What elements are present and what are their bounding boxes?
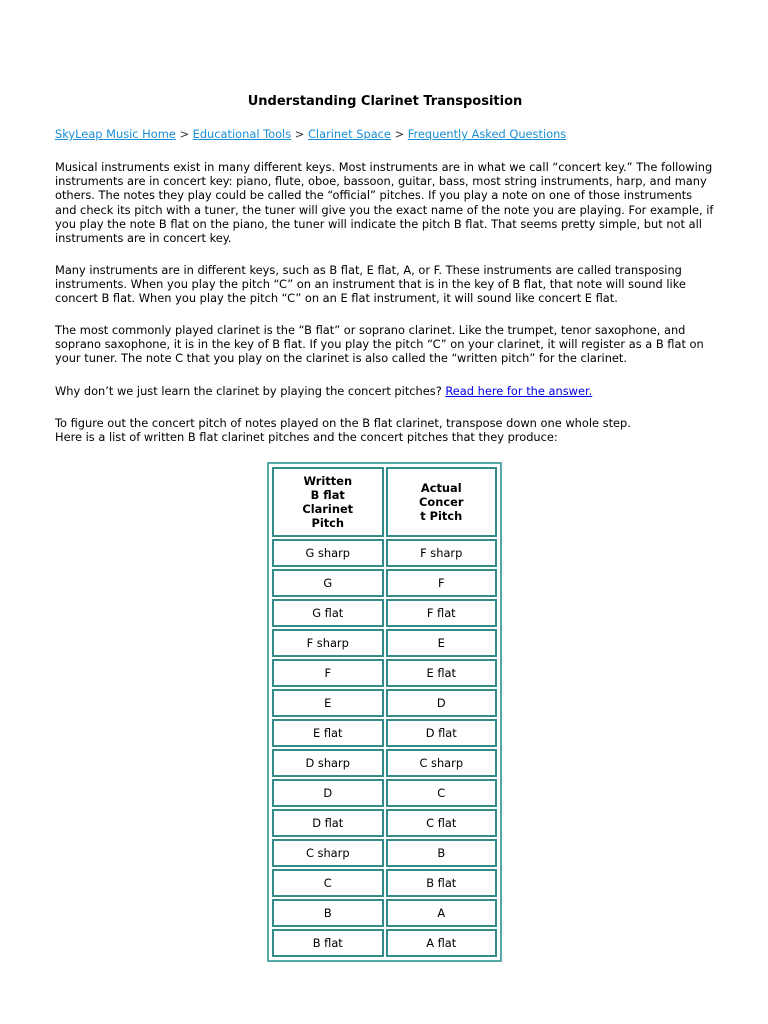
paragraph-transposing-instruments: Many instruments are in different keys, such as B flat, E flat, A, or F. These instruments are called transposing instruments. When you play the pitch “C” on an instrument that is in the key of B flat, that note will sound like concert B flat. When you play the pitch “C” on an E flat instrument, it will sound like concert E flat. [55,263,686,306]
written-pitch-cell: G flat [272,599,384,627]
breadcrumb-separator: > [179,127,189,141]
breadcrumb-separator: > [394,127,405,141]
written-pitch-cell: B flat [272,929,384,957]
concert-pitch-cell: C [386,779,498,807]
concert-pitch-cell: E [386,629,498,657]
answer-link[interactable]: Read here for the answer. [445,384,593,398]
written-pitch-cell: D sharp [272,749,384,777]
page-title: Understanding Clarinet Transposition [247,94,523,109]
table-row [272,689,497,717]
header-concert-pitch: Actual Concer t Pitch [386,467,498,537]
breadcrumb-link-educational-tools[interactable]: Educational Tools [192,127,292,141]
table-row [272,809,497,837]
written-pitch-cell: C [272,869,384,897]
concert-pitch-cell: A flat [386,929,498,957]
written-pitch-cell: F sharp [272,629,384,657]
paragraph-b-flat-clarinet: The most commonly played clarinet is the “B flat” or soprano clarinet. Like the trumpet, tenor saxophone, and soprano saxophone, it is in the key of B flat. If you play the pitch “C” on your clarinet, it will register as a B flat on your tuner. The note C that you play on the clarinet is also called the “written pitch” for the clarinet. [55,323,704,366]
breadcrumb-link-home[interactable]: SkyLeap Music Home [55,127,176,141]
table-header-row [272,467,497,537]
breadcrumb-link-clarinet-space[interactable]: Clarinet Space [307,127,391,141]
concert-pitch-cell: F flat [386,599,498,627]
table-row [272,779,497,807]
instruction-line-2: Here is a list of written B flat clarinet pitches and the concert pitches that they produce: [55,430,558,445]
instruction-line-1: To figure out the concert pitch of notes played on the B flat clarinet, transpose down one whole step. [55,416,631,430]
table-row [272,869,497,897]
pitch-table [270,465,499,959]
concert-pitch-cell: B [386,839,498,867]
table-row [272,899,497,927]
written-pitch-cell: F [272,659,384,687]
paragraph-concert-key: Musical instruments exist in many different keys. Most instruments are in what we call “concert key.” The following instruments are in concert key: piano, flute, oboe, bassoon, guitar, bass, most string instruments, harp, and many others. The notes they play could be called the “official” pitches. If you play a note on one of those instruments and check its pitch with a tuner, the tuner will give you the exact name of the note you are playing. For example, if you play the note B flat on the piano, the tuner will indicate the pitch B flat. That seems pretty simple, but not all instruments are in concert key. [55,160,714,246]
concert-pitch-cell: D [386,689,498,717]
table-row [272,839,497,867]
concert-pitch-cell: C sharp [386,749,498,777]
breadcrumb-separator: > [294,127,305,141]
paragraph-why-question [55,384,715,398]
written-pitch-cell: C sharp [272,839,384,867]
table-row [272,539,497,567]
concert-pitch-cell: F sharp [386,539,498,567]
written-pitch-cell: D flat [272,809,384,837]
concert-pitch-cell: D flat [386,719,498,747]
breadcrumb-link-faq[interactable]: Frequently Asked Questions [407,127,567,141]
question-text: Why don’t we just learn the clarinet by playing the concert pitches? [55,384,442,398]
written-pitch-cell: E flat [272,719,384,747]
table-row [272,659,497,687]
concert-pitch-cell: E flat [386,659,498,687]
pitch-table-frame [267,462,502,962]
table-row [272,569,497,597]
table-row [272,749,497,777]
written-pitch-cell: D [272,779,384,807]
concert-pitch-cell: C flat [386,809,498,837]
written-pitch-cell: G sharp [272,539,384,567]
concert-pitch-cell: F [386,569,498,597]
table-row [272,719,497,747]
breadcrumb [55,127,715,141]
written-pitch-cell: E [272,689,384,717]
table-row [272,599,497,627]
written-pitch-cell: G [272,569,384,597]
paragraph-transpose-instructions [55,416,715,444]
written-pitch-cell: B [272,899,384,927]
header-written-pitch: Written B flat Clarinet Pitch [272,467,384,537]
table-row [272,629,497,657]
concert-pitch-cell: A [386,899,498,927]
concert-pitch-cell: B flat [386,869,498,897]
table-row [272,929,497,957]
